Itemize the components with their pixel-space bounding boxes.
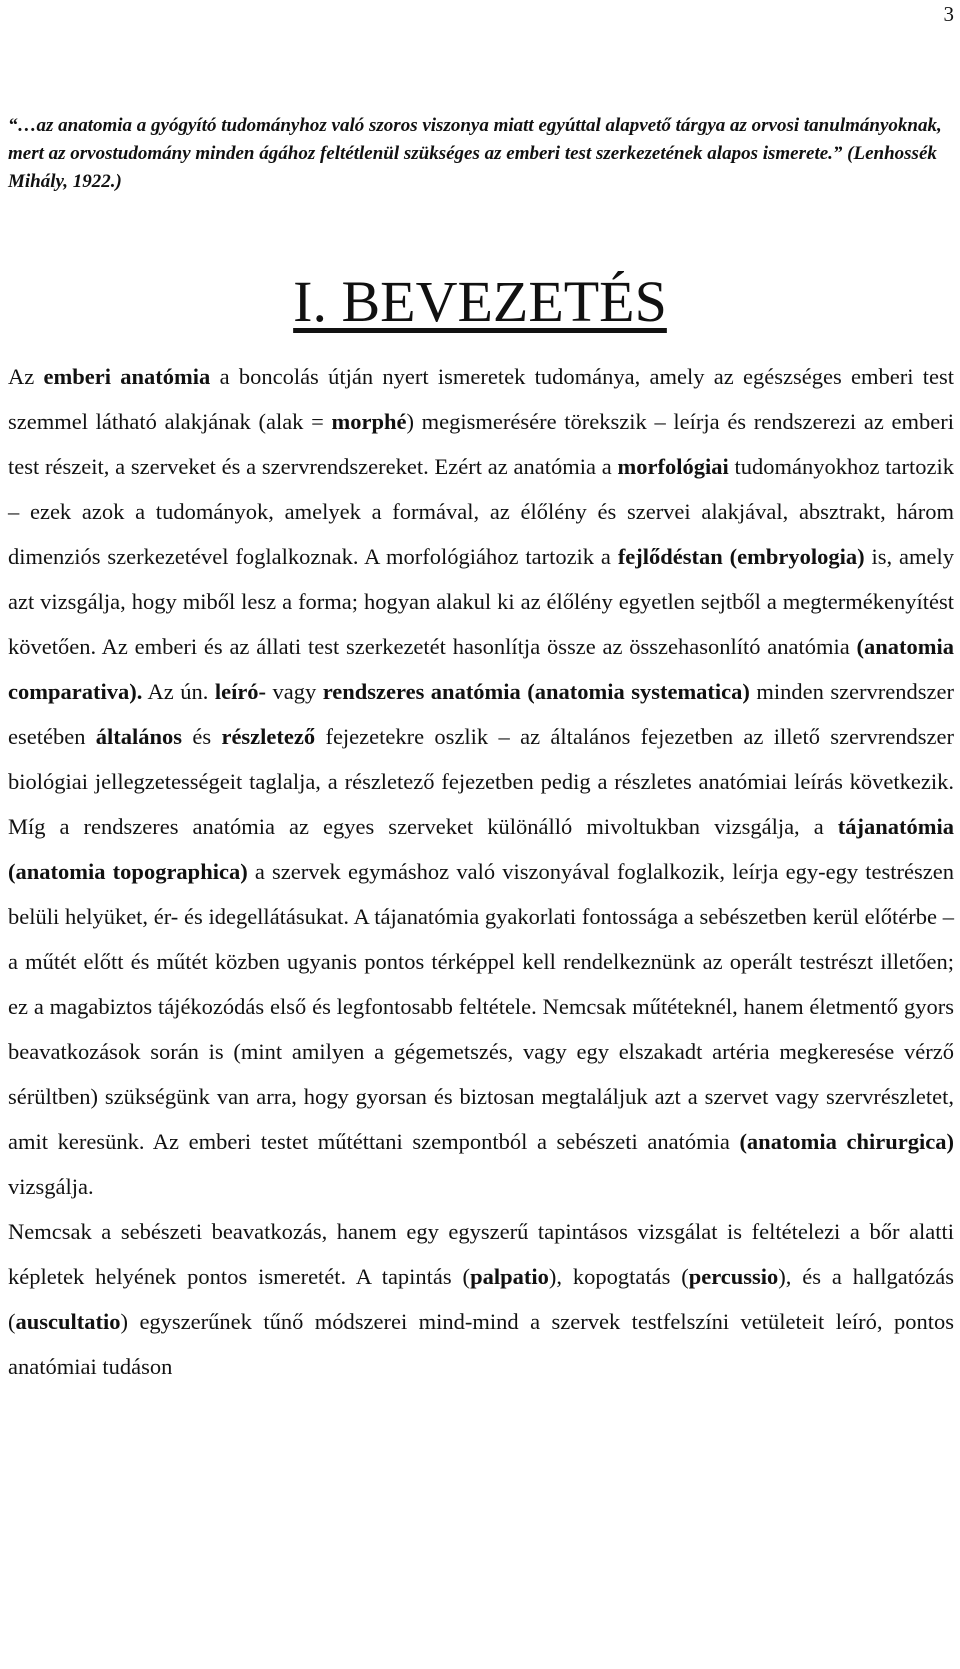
bold-term: morphé <box>331 409 407 434</box>
text-run: fejezetekre oszlik – az általános fejezetben az illető szervrendszer biológiai jellegzetességeit taglalja, a részletező fejezetben pedig a részletes anatómiai leírás következik. Míg a rendszeres anatómia az egyes szerveket különálló mivoltukban vizsgálja, a <box>8 724 954 839</box>
bold-term: (anatomia comparativa). <box>8 634 954 704</box>
bold-term: leíró- <box>214 679 267 704</box>
bold-term: általános <box>95 724 183 749</box>
epigraph-attribution: (Lenhossék Mihály, 1922.) <box>8 143 937 192</box>
epigraph-quote <box>8 112 944 196</box>
bold-term: auscultatio <box>15 1309 121 1334</box>
bold-term: fejlődéstan (embryologia) <box>617 544 865 569</box>
chapter-title-text: I. BEVEZETÉS <box>293 269 667 334</box>
text-run: ), kopogtatás ( <box>548 1264 689 1289</box>
text-run: Az ún. <box>142 679 215 704</box>
body-text <box>8 354 954 1389</box>
bold-term: részletező <box>221 724 316 749</box>
bold-term: percussio <box>688 1264 779 1289</box>
bold-term: tájanatómia (anatomia topographica) <box>8 814 954 884</box>
epigraph-text: “…az anatomia a gyógyító tudományhoz való szoros viszonya miatt egyúttal alapvető tárgya az orvosi tanulmányoknak, mert az orvostudomány minden ágához feltétlenül szükséges az emberi test szerkezetének alapos ismerete.” <box>8 115 942 164</box>
text-run: tudományokhoz tartozik – ezek azok a tudományok, amelyek a formával, az élőlény és szervei alakjával, absztrakt, három dimenziós szerkezetével foglalkoznak. A morfológiához tartozik a <box>8 454 954 569</box>
bold-term: emberi anatómia <box>43 364 211 389</box>
text-run: vizsgálja. <box>8 1174 94 1199</box>
text-run: ), és a hallgatózás ( <box>8 1264 954 1334</box>
bold-term: palpatio <box>470 1264 549 1289</box>
paragraph-introduction <box>8 354 954 1209</box>
page-number: 3 <box>943 2 954 26</box>
paragraph-examination <box>8 1209 954 1389</box>
text-run: vagy <box>266 679 323 704</box>
bold-term: (anatomia chirurgica) <box>739 1129 955 1154</box>
bold-term: morfológiai <box>617 454 729 479</box>
text-run: ) egyszerűnek tűnő módszerei mind-mind a szervek testfelszíni vetületeit leíró, pontos anatómiai tudáson <box>8 1309 954 1379</box>
chapter-heading <box>0 270 960 334</box>
text-run: is, amely azt vizsgálja, hogy miből lesz a forma; hogyan alakul ki az élőlény egyetlen sejtből a megtermékenyítést követően. Az emberi és az állati test szerkezetét hasonlítja össze az összehasonlító anatómia <box>8 544 955 659</box>
bold-term: rendszeres anatómia (anatomia systematica) <box>322 679 750 704</box>
text-run: ) megismerésére törekszik – leírja és rendszerezi az emberi test részeit, a szerveket és a szervrendszereket. Ezért az anatómia a <box>8 409 954 479</box>
text-run: minden szervrendszer esetében <box>8 679 954 749</box>
text-run: a szervek egymáshoz való viszonyával foglalkozik, leírja egy-egy testrészen belüli helyüket, ér- és idegellátásukat. A tájanatómia gyakorlati fontossága a sebészetben kerül előtérbe – a műtét előtt és műtét közben ugyanis pontos térképpel kell rendelkeznünk az operált testrészt illetően; ez a magabiztos tájékozódás első és legfontosabb feltétele. Nemcsak műtéteknél, hanem életmentő gyors beavatkozások során is (mint amilyen a gégemetszés, vagy egy elszakadt artéria megkeresése vérző sérültben) szükségünk van arra, hogy gyorsan és biztosan megtaláljuk azt a szervet vagy szervrészletet, amit keresünk. Az emberi testet műtéttani szempontból a sebészeti anatómia <box>8 859 954 1154</box>
text-run: Nemcsak a sebészeti beavatkozás, hanem egy egyszerű tapintásos vizsgálat is feltételezi a bőr alatti képletek helyének pontos ismeretét. A tapintás ( <box>8 1219 954 1289</box>
text-run: a boncolás útján nyert ismeretek tudománya, amely az egészséges emberi test szemmel látható alakjának (alak = <box>8 364 954 434</box>
text-run: és <box>182 724 222 749</box>
text-run: Az <box>8 364 44 389</box>
